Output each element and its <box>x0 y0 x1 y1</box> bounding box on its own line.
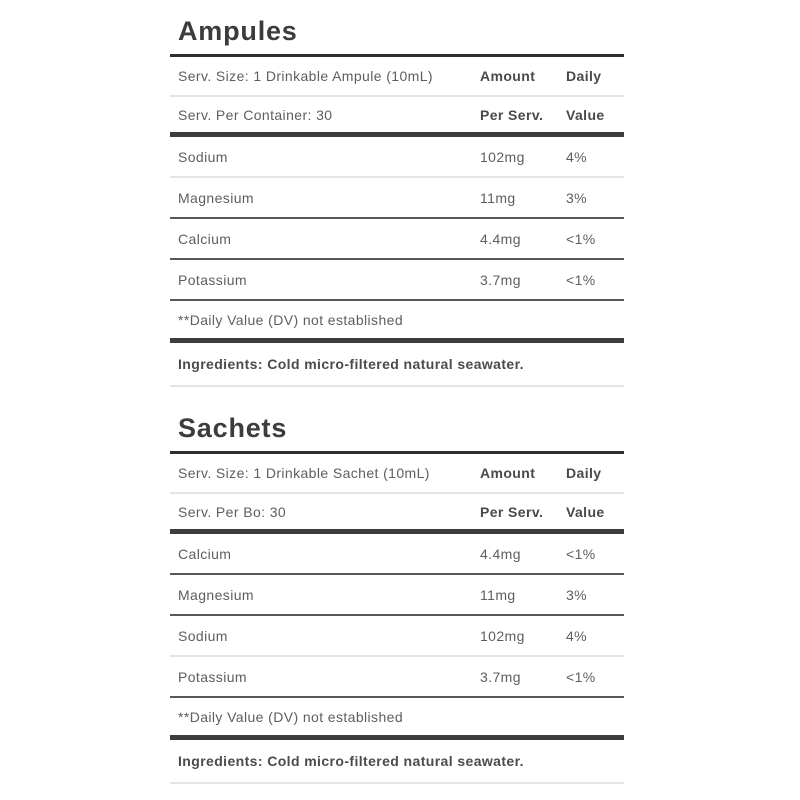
table-row <box>170 616 624 657</box>
nutrient-amount: 102mg <box>480 627 525 644</box>
nutrient-name: Sodium <box>178 627 228 644</box>
servings-per-container-label: Serv. Per Container: 30 <box>178 106 333 123</box>
daily-value-note-text: **Daily Value (DV) not established <box>178 311 404 328</box>
serving-size-label: Serv. Size: 1 Drinkable Sachet (10mL) <box>178 465 430 481</box>
column-header-value: Value <box>566 503 605 520</box>
nutrient-name: Calcium <box>178 545 232 562</box>
nutrient-name: Magnesium <box>178 586 254 603</box>
nutrient-name: Potassium <box>178 271 247 288</box>
column-header-amount: Amount <box>480 465 536 481</box>
nutrient-amount: 3.7mg <box>480 668 521 685</box>
nutrient-name: Magnesium <box>178 189 254 206</box>
ingredients-row <box>170 740 624 784</box>
ingredients-text: Ingredients: Cold micro-filtered natural seawater. <box>178 753 524 769</box>
nutrient-amount: 11mg <box>480 586 516 603</box>
nutrient-daily-value: <1% <box>566 545 596 562</box>
nutrient-daily-value: <1% <box>566 271 596 288</box>
column-header-daily: Daily <box>566 68 602 84</box>
nutrient-amount: 102mg <box>480 148 525 165</box>
nutrient-amount: 4.4mg <box>480 230 521 247</box>
nutrient-amount: 3.7mg <box>480 271 521 288</box>
daily-value-note <box>170 301 624 343</box>
nutrient-name: Calcium <box>178 230 232 247</box>
nutrient-daily-value: 3% <box>566 189 588 206</box>
ingredients-text: Ingredients: Cold micro-filtered natural seawater. <box>178 356 524 372</box>
section-sachets <box>170 387 624 784</box>
section-ampules <box>170 0 624 387</box>
header-row-serving-size <box>170 454 624 494</box>
column-header-daily: Daily <box>566 465 602 481</box>
servings-per-container-label: Serv. Per Bo: 30 <box>178 503 287 520</box>
nutrient-daily-value: <1% <box>566 230 596 247</box>
table-row <box>170 178 624 219</box>
nutrient-amount: 4.4mg <box>480 545 521 562</box>
nutrient-name: Sodium <box>178 148 228 165</box>
column-header-amount: Amount <box>480 68 536 84</box>
section-title-sachets: Sachets <box>170 387 624 454</box>
header-row-servings-per-container <box>170 494 624 534</box>
column-header-value: Value <box>566 106 605 123</box>
nutrient-daily-value: <1% <box>566 668 596 685</box>
table-row <box>170 219 624 260</box>
header-row-servings-per-container <box>170 97 624 137</box>
table-row <box>170 260 624 301</box>
supplement-facts-page <box>170 0 624 784</box>
table-row <box>170 657 624 698</box>
ingredients-row <box>170 343 624 387</box>
nutrient-daily-value: 4% <box>566 627 588 644</box>
daily-value-note <box>170 698 624 740</box>
table-row <box>170 575 624 616</box>
column-header-per-serv: Per Serv. <box>480 106 544 123</box>
nutrient-name: Potassium <box>178 668 247 685</box>
nutrient-amount: 11mg <box>480 189 516 206</box>
nutrient-daily-value: 4% <box>566 148 588 165</box>
nutrient-daily-value: 3% <box>566 586 588 603</box>
table-row <box>170 137 624 178</box>
serving-size-label: Serv. Size: 1 Drinkable Ampule (10mL) <box>178 68 433 84</box>
section-title-ampules: Ampules <box>170 0 624 57</box>
header-row-serving-size <box>170 57 624 97</box>
table-row <box>170 534 624 575</box>
column-header-per-serv: Per Serv. <box>480 503 544 520</box>
daily-value-note-text: **Daily Value (DV) not established <box>178 708 404 725</box>
